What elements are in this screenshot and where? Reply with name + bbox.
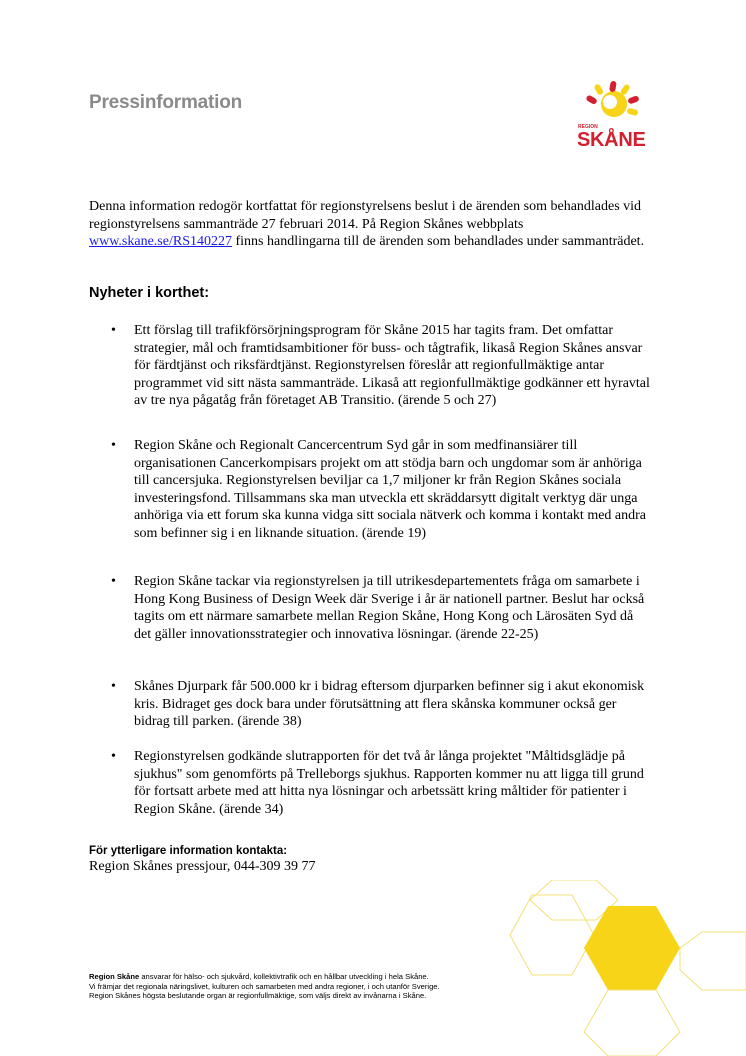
section-heading: Nyheter i korthet: xyxy=(89,285,210,301)
bullet-icon: • xyxy=(111,679,116,694)
contact-heading: För ytterligare information kontakta: xyxy=(89,845,288,857)
bullet-icon: • xyxy=(111,574,116,589)
hexagon-decoration xyxy=(500,880,746,1056)
page-title: Pressinformation xyxy=(89,92,243,113)
bullet-icon: • xyxy=(111,438,116,453)
intro-paragraph: Denna information redogör kortfattat för regionstyrelsens beslut i de ärenden som behandlades vid regionstyrelsens sammanträde 27 februari 2014. På Region Skånes webbplats www.skane.se/RS140227 finns handlingarna till de ärenden som behandlades under sammanträdet. xyxy=(89,199,645,249)
region-skane-logo xyxy=(576,80,648,162)
footer: Region Skåne ansvarar för hälso- och sjukvård, kollektivtrafik och en hållbar utveckling i hela Skåne. Vi främjar det regionala näringslivet, kulturen och samarbeten med andra regioner, i och utanför Sverige. Region Skånes högsta beslutande organ är regionfullmäktige, som väljs direkt av invånarna i Skåne. xyxy=(89,972,549,1001)
footer-line-2: Vi främjar det regionala näringslivet, kulturen och samarbeten med andra regioner, i och utanför Sverige. xyxy=(89,981,440,991)
handlingar-link[interactable]: www.skane.se/RS140227 xyxy=(89,234,232,249)
logo-region-text: REGION xyxy=(578,124,598,130)
list-item xyxy=(111,322,651,410)
list-item xyxy=(111,678,651,731)
list-item xyxy=(111,437,651,542)
contact-line: Region Skånes pressjour, 044-309 39 77 xyxy=(89,859,316,874)
bullet-icon: • xyxy=(111,749,116,764)
logo-skane-text: SKÅNE xyxy=(577,129,646,151)
list-item-text: Region Skåne tackar via regionstyrelsen ja till utrikesdepartementets fråga om samarbete i Hong Kong Business of Design Week där Sverige i år är nationell partner. Beslut har också tagits om ett närmare samarbete mellan Region Skåne, Hong Kong och Lärosäten Syd då det gäller innovationsstrategier och innovativa lösningar. (ärende 22-25) xyxy=(134,574,645,642)
footer-line-3: Region Skånes högsta beslutande organ är regionfullmäktige, som väljs direkt av invånarna i Skåne. xyxy=(89,991,427,1001)
list-item-text: Ett förslag till trafikförsörjningsprogram för Skåne 2015 har tagits fram. Det omfattar strategier, mål och framtidsambitioner för buss- och tågtrafik, likaså Region Skånes ansvar för färdtjänst och riksfärdtjänst. Regionstyrelsen föreslår att regionfullmäktige antar programmet vid sitt nästa sammanträde. Likaså att regionfullmäktige godkänner ett hyravtal av tre nya pågatåg från företaget AB Transitio. (ärende 5 och 27) xyxy=(134,323,650,408)
list-item-text: Region Skåne och Regionalt Cancercentrum Syd går in som medfinansiärer till organisationen Cancerkompisars projekt om att stödja barn och ungdomar som är anhöriga till cancersjuka. Regionstyrelsen beviljar ca 1,7 miljoner kr från Region Skånes sociala investeringsfond. Tillsammans ska man utveckla ett skräddarsytt digitalt verktyg där unga anhöriga via ett forum ska kunna vidga sitt sociala nätverk och komma i kontakt med andra som befinner sig i en liknande situation. (ärende 19) xyxy=(134,438,647,541)
footer-brand: Region Skåne xyxy=(89,972,140,981)
list-item xyxy=(111,573,651,643)
list-item-text: Skånes Djurpark får 500.000 kr i bidrag eftersom djurparken befinner sig i akut ekonomisk kris. Bidraget ges dock bara under förutsättning att flera skånska kommuner också ger bidrag till parken. (ärende 38) xyxy=(134,679,645,729)
list-item-text: Regionstyrelsen godkände slutrapporten för det två år långa projektet "Måltidsglädje på sjukhus" som genomförts på Trelleborgs sjukhus. Rapporten kommer nu att ligga till grund för fortsatt arbete med att hitta nya lösningar och arbetssätt kring måltider för patienter i Region Skåne. (ärende 34) xyxy=(134,749,644,817)
sun-icon xyxy=(576,80,648,126)
bullet-icon: • xyxy=(111,323,116,338)
list-item xyxy=(111,748,651,818)
